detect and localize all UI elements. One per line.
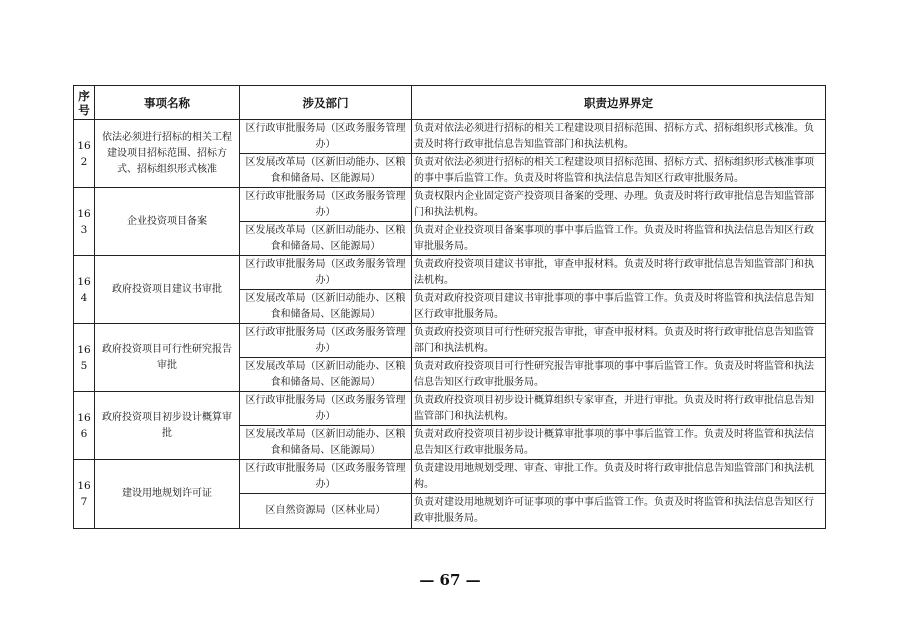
row-duty: 负责权限内企业固定资产投资项目备案的受理、办理。负责及时将行政审批信息告知监管部门和执法机构。	[412, 188, 826, 222]
row-department: 区行政审批服务局（区政务服务管理办）	[240, 188, 412, 222]
row-seq: 165	[74, 324, 95, 392]
row-duty: 负责对建设用地规划许可证事项的事中事后监管工作。负责及时将监管和执法信息告知区行政审批服务局。	[412, 494, 826, 529]
row-seq: 166	[74, 392, 95, 460]
header-seq: 序号	[74, 86, 95, 120]
row-seq: 164	[74, 256, 95, 324]
row-duty: 负责对企业投资项目备案事项的事中事后监管工作。负责及时将监管和执法信息告知区行政审批服务局。	[412, 222, 826, 256]
table-row	[74, 392, 826, 426]
row-duty: 负责政府投资项目建议书审批，审查申报材料。负责及时将行政审批信息告知监管部门和执法机构。	[412, 256, 826, 290]
row-seq: 167	[74, 460, 95, 529]
row-seq: 163	[74, 188, 95, 256]
row-item-name: 依法必须进行招标的相关工程建设项目招标范围、招标方式、招标组织形式核准	[95, 120, 240, 188]
row-duty: 负责建设用地规划受理、审查、审批工作。负责及时将行政审批信息告知监管部门和执法机构。	[412, 460, 826, 494]
header-item-name: 事项名称	[95, 86, 240, 120]
table-header-row	[74, 86, 826, 120]
row-department: 区自然资源局（区林业局）	[240, 494, 412, 529]
row-department: 区发展改革局（区新旧动能办、区粮食和储备局、区能源局）	[240, 358, 412, 392]
duty-boundary-table	[73, 85, 826, 529]
row-duty: 负责政府投资项目初步设计概算组织专家审查，并进行审批。负责及时将行政审批信息告知监管部门和执法机构。	[412, 392, 826, 426]
header-department: 涉及部门	[240, 86, 412, 120]
row-item-name: 政府投资项目建议书审批	[95, 256, 240, 324]
row-department: 区行政审批服务局（区政务服务管理办）	[240, 256, 412, 290]
row-department: 区发展改革局（区新旧动能办、区粮食和储备局、区能源局）	[240, 154, 412, 188]
table-row	[74, 460, 826, 494]
row-department: 区行政审批服务局（区政务服务管理办）	[240, 392, 412, 426]
row-department: 区行政审批服务局（区政务服务管理办）	[240, 460, 412, 494]
table-row	[74, 188, 826, 222]
row-item-name: 政府投资项目初步设计概算审批	[95, 392, 240, 460]
table-row	[74, 120, 826, 154]
row-department: 区发展改革局（区新旧动能办、区粮食和储备局、区能源局）	[240, 426, 412, 460]
row-department: 区行政审批服务局（区政务服务管理办）	[240, 120, 412, 154]
row-duty: 负责对政府投资项目建议书审批事项的事中事后监管工作。负责及时将监管和执法信息告知区行政审批服务局。	[412, 290, 826, 324]
row-duty: 负责对政府投资项目可行性研究报告审批事项的事中事后监管工作。负责及时将监管和执法信息告知区行政审批服务局。	[412, 358, 826, 392]
row-duty: 负责对政府投资项目初步设计概算审批事项的事中事后监管工作。负责及时将监管和执法信息告知区行政审批服务局。	[412, 426, 826, 460]
row-item-name: 政府投资项目可行性研究报告审批	[95, 324, 240, 392]
header-duty-boundary: 职责边界界定	[412, 86, 826, 120]
table-row	[74, 256, 826, 290]
page-number: — 67 —	[419, 571, 481, 589]
row-duty: 负责政府投资项目可行性研究报告审批，审查申报材料。负责及时将行政审批信息告知监管部门和执法机构。	[412, 324, 826, 358]
table-row	[74, 324, 826, 358]
row-item-name: 建设用地规划许可证	[95, 460, 240, 529]
row-duty: 负责对依法必须进行招标的相关工程建设项目招标范围、招标方式、招标组织形式核准。负责及时将行政审批信息告知监管部门和执法机构。	[412, 120, 826, 154]
row-department: 区发展改革局（区新旧动能办、区粮食和储备局、区能源局）	[240, 290, 412, 324]
row-duty: 负责对依法必须进行招标的相关工程建设项目招标范围、招标方式、招标组织形式核准事项的事中事后监管工作。负责及时将监管和执法信息告知区行政审批服务局。	[412, 154, 826, 188]
row-item-name: 企业投资项目备案	[95, 188, 240, 256]
row-department: 区行政审批服务局（区政务服务管理办）	[240, 324, 412, 358]
row-department: 区发展改革局（区新旧动能办、区粮食和储备局、区能源局）	[240, 222, 412, 256]
row-seq: 162	[74, 120, 95, 188]
